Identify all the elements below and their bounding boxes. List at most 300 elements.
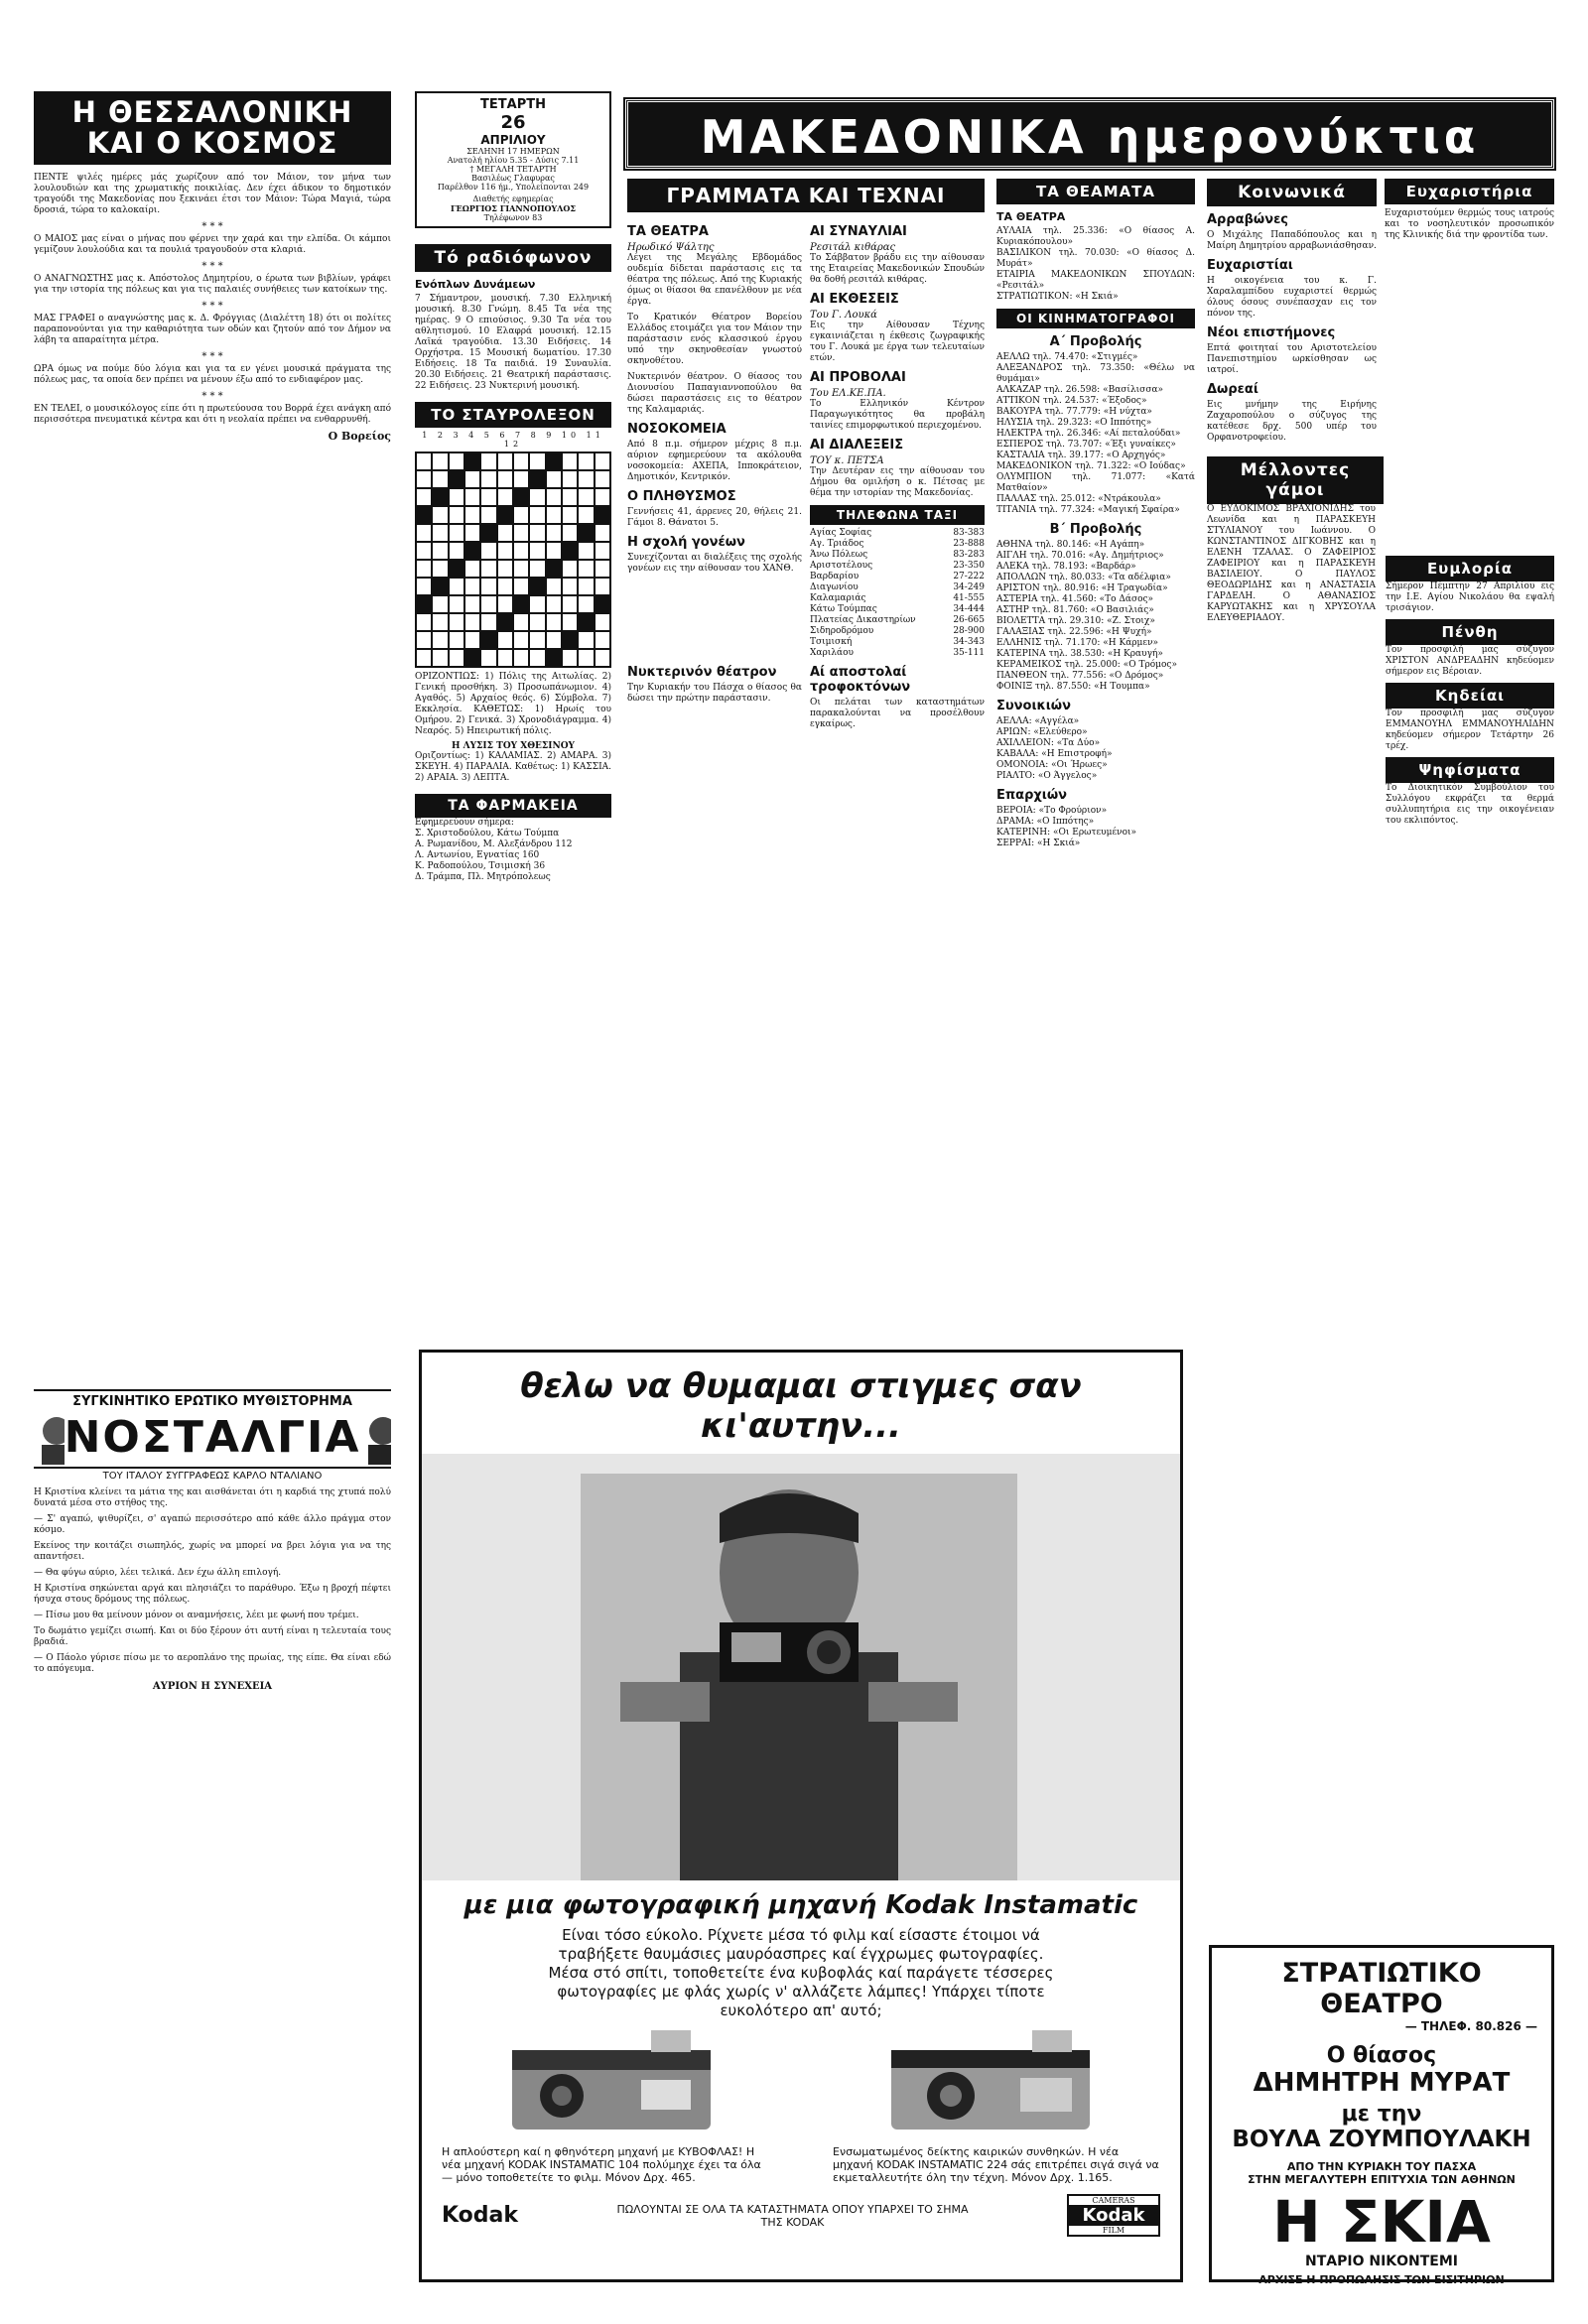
crossword-cell bbox=[432, 470, 448, 488]
crossword-cell bbox=[513, 524, 529, 542]
crossword-cell bbox=[432, 613, 448, 631]
hospital-text: Από 8 π.μ. σήμερον μέχρις 8 π.μ. αύριον εφημερεύουν τα ακόλουθα νοσοκομεία: ΑΧΕΠΑ, Ιπποκράτειον, Δημοτικόν, Κεντρικόν. bbox=[627, 440, 802, 482]
separator-stars: * * * bbox=[201, 301, 223, 312]
pharmacies-header bbox=[415, 794, 611, 818]
theatre-ad-title: ΣΤΡΑΤΙΩΤΙΚΟ ΘΕΑΤΡΟ bbox=[1281, 1958, 1482, 2019]
crossword-cell bbox=[529, 631, 545, 649]
crossword-cell bbox=[513, 452, 529, 470]
pharmacy-line: Εφημερεύουν σήμερα: bbox=[415, 818, 514, 828]
crossword-cell bbox=[578, 649, 594, 667]
crossword-cell bbox=[546, 488, 562, 506]
cinema-listing: ΜΑΚΕΔΟΝΙΚΟΝ τηλ. 71.322: «Ο Ιούδας» bbox=[996, 461, 1186, 471]
crossword-cell bbox=[578, 578, 594, 595]
crossword-cell bbox=[416, 631, 432, 649]
phone-row bbox=[810, 615, 985, 626]
crossword-cell bbox=[480, 578, 496, 595]
crossword-cell bbox=[497, 470, 513, 488]
theatre-ad-costar: ΒΟΥΛΑ ΖΟΥΜΠΟΥΛΑΚΗ bbox=[1232, 2127, 1531, 2152]
thanks-header-text: Ευχαριστήρια bbox=[1405, 183, 1533, 200]
novel-footer: ΑΥΡΙΟΝ Η ΣΥΝΕΧΕΙΑ bbox=[152, 1681, 273, 1692]
crossword-cell bbox=[464, 649, 480, 667]
hospital-title: ΝΟΣΟΚΟΜΕΙΑ bbox=[627, 422, 727, 437]
camera-104-icon bbox=[502, 2030, 721, 2139]
crossword-cell bbox=[416, 452, 432, 470]
paragraph: ΜΑΣ ΓΡΑΦΕΙ ο αναγνώστης μας κ. Δ. Φρόγγιας (Διαλέττη 18) ότι οι πολίτες παραπονούνται για την καθαριότητα των οδών και ζητούν από τον Δήμον να λάβη τα απαραίτητα μέτρα. bbox=[34, 314, 391, 345]
theatre-ad-from: ΑΠΟ ΤΗΝ ΚΥΡΙΑΚΗ ΤΟΥ ΠΑΣΧΑ bbox=[1286, 2160, 1477, 2173]
crossword-cell bbox=[480, 506, 496, 524]
separator-stars: * * * bbox=[201, 221, 223, 232]
cinema-listing: ΒΑΚΟΥΡΑ τηλ. 77.779: «Η νύχτα» bbox=[996, 407, 1152, 417]
crossword-cell bbox=[432, 452, 448, 470]
social-column bbox=[1207, 179, 1554, 826]
crossword-cell bbox=[595, 649, 610, 667]
crossword-cell bbox=[529, 560, 545, 578]
donations-text: Εις μνήμην της Ειρήνης Ζαχαροπούλου ο σύζυγος της κατέθεσε δρχ. 500 υπέρ του Ορφανοτροφείου. bbox=[1207, 400, 1377, 443]
donations-title: Δωρεαί bbox=[1207, 382, 1258, 397]
crossword-cell bbox=[480, 595, 496, 613]
crossword-cell bbox=[497, 506, 513, 524]
projections-sub: Του ΕΛ.ΚΕ.ΠΑ. bbox=[810, 388, 886, 399]
crossword-cell bbox=[562, 452, 578, 470]
novel-paragraph: Η Κριστίνα κλείνει τα μάτια της και αισθάνεται ότι η καρδιά της χτυπά πολύ δυνατά μέσα στο στήθος της. bbox=[34, 1487, 391, 1508]
info-column bbox=[415, 0, 611, 883]
phone-area: Βαρδαρίου bbox=[810, 572, 860, 581]
concerts-text: Το Σάββατον βράδυ εις την αίθουσαν της Εταιρείας Μακεδονικών Σπουδών θα δοθή ρεσιτάλ κιθάρας. bbox=[810, 253, 985, 285]
crossword-cell bbox=[497, 649, 513, 667]
crossword-cell bbox=[464, 578, 480, 595]
votes-header bbox=[1386, 757, 1554, 783]
crossword-cell bbox=[529, 578, 545, 595]
crossword-cell bbox=[578, 506, 594, 524]
crossword-cell bbox=[578, 542, 594, 560]
votes-header-text: Ψηφίσματα bbox=[1418, 761, 1522, 779]
crossword-numbers: 1 2 3 4 5 6 7 8 9 10 11 12 bbox=[422, 431, 604, 449]
phone-row bbox=[810, 593, 985, 604]
arts-right bbox=[810, 218, 985, 659]
kodak-captions bbox=[422, 2139, 1180, 2190]
date-weekday: ΤΕΤΑΡΤΗ bbox=[480, 97, 546, 112]
phone-row bbox=[810, 539, 985, 550]
phone-area: Καλαμαριάς bbox=[810, 593, 866, 603]
kodak-subhead: με μια φωτογραφική μηχανή Kodak Instamatic bbox=[463, 1890, 1138, 1920]
crossword-cell bbox=[595, 631, 610, 649]
expo-text: Εις την Αίθουσαν Τέχνης εγκαινιάζεται η έκθεσις ζωγραφικής του Γ. Λουκά με έργα των τελευταίων ετών. bbox=[810, 321, 985, 363]
pharmacy-line: Λ. Αντωνίου, Εγνατίας 160 bbox=[415, 850, 540, 860]
crossword-cell bbox=[497, 595, 513, 613]
cinema-listing: ΚΑΣΤΑΛΙΑ τηλ. 39.177: «Ο Αρχηγός» bbox=[996, 451, 1166, 460]
crossword-cell bbox=[595, 488, 610, 506]
date-month: ΑΠΡΙΛΙΟΥ bbox=[480, 133, 546, 147]
crossword-cell bbox=[480, 560, 496, 578]
night-theatre-text: Την Κυριακήν του Πάσχα ο θίασος θα δώσει την πρώτην παράστασιν. bbox=[627, 683, 802, 704]
crossword-cell bbox=[432, 560, 448, 578]
crossword-cell bbox=[546, 649, 562, 667]
thanks-header bbox=[1385, 179, 1554, 204]
crossword-cell bbox=[562, 631, 578, 649]
crossword-cell bbox=[449, 524, 464, 542]
social-left bbox=[1207, 179, 1377, 449]
cinema-listing: ΕΛΛΗΝΙΣ τηλ. 71.170: «Η Κάρμεν» bbox=[996, 638, 1159, 648]
logo-top: CAMERAS bbox=[1092, 2196, 1135, 2205]
crossword-cell bbox=[562, 613, 578, 631]
paragraph: Ο ΜΑΙΟΣ μας είναι ο μήνας που φέρνει την χαρά και την ελπίδα. Οι κάμποι γεμίζουν λουλούδια και τα πουλιά τραγουδούν στα κλαριά. bbox=[34, 234, 391, 255]
pharmacy-line: Α. Ρωμανίδου, Μ. Αλεξάνδρου 112 bbox=[415, 839, 573, 849]
cinema-listing: ΑΤΤΙΚΟΝ τηλ. 24.537: «Έξοδος» bbox=[996, 396, 1147, 406]
crossword-cell bbox=[578, 560, 594, 578]
theatre-ad-lead: ΔΗΜΗΤΡΗ ΜΥΡΑΤ bbox=[1253, 2068, 1511, 2098]
cinema-listing: ΚΑΤΕΡΙΝΗ: «Οι Ερωτευμένοι» bbox=[996, 828, 1137, 838]
crossword-cell bbox=[416, 578, 432, 595]
crossword-cell bbox=[480, 649, 496, 667]
provinces-list bbox=[996, 806, 1195, 849]
crossword-cell bbox=[464, 470, 480, 488]
phone-row bbox=[810, 604, 985, 615]
paragraph: Νυκτερινόν θέατρον. Ο θίασος του Διονυσίου Παπαγιαννοπούλου θα δώσει παραστάσεις εις το θέατρον της Καλαμαριάς. bbox=[627, 372, 802, 415]
phone-number: 41-555 bbox=[953, 593, 985, 603]
cinema-listing: ΑΘΗΝΑ τηλ. 80.146: «Η Αγάπη» bbox=[996, 540, 1145, 550]
crossword-cell bbox=[595, 578, 610, 595]
crossword-cell bbox=[449, 649, 464, 667]
funerals-text: Τον προσφιλή μας σύζυγον ΕΜΜΑΝΟΥΗΛ ΕΜΜΑΝΟΥΗΛΙΔΗΝ κηδεύομεν σήμερον Τετάρτην 26 τρέχ. bbox=[1386, 709, 1554, 751]
crossword-cell bbox=[497, 560, 513, 578]
cinema-listing: ΑΠΟΛΛΩΝ τηλ. 80.033: «Τα αδέλφια» bbox=[996, 573, 1171, 582]
office-title: Διαθετής εφημερίας bbox=[472, 194, 554, 203]
cinema-listing: ΑΕΛΛΑ: «Αγγέλα» bbox=[996, 716, 1080, 726]
crossword-cell bbox=[416, 488, 432, 506]
social-right-lower bbox=[1386, 556, 1554, 832]
kodak-headline: θελω να θυμαμαι στιγμες σαν κι'αυτην... bbox=[520, 1366, 1082, 1446]
kodak-body: Είναι τόσο εύκολο. Ρίχνετε μέσα τό φιλμ καί είσαστε έτοιμοι νά τραβήξετε θαυμάσιες μαυρόασπρες καί έγχρωμες φωτογραφίες. Μέσα στό σπίτι, τοποθετείτε ένα κυβοφλάς καί παράγετε τέσσερες φωτογραφίες με φλάς χωρίς ν' αλλάζετε λάμπες! Υπάρχει τίποτε ευκολότερο απ' αυτό; bbox=[548, 1926, 1054, 2019]
crossword-cell bbox=[432, 542, 448, 560]
phone-number: 27-222 bbox=[953, 572, 985, 581]
concerts-sub: Ρεσιτάλ κιθάρας bbox=[810, 242, 896, 253]
thanks-text: Η οικογένεια του κ. Γ. Χαραλαμπίδου ευχαριστεί θερμώς όλους όσους συνέπασχαν εις τον πόνον της. bbox=[1207, 276, 1377, 319]
mourning-header bbox=[1386, 619, 1554, 645]
weddings-header-text: Μέλλοντες γάμοι bbox=[1240, 460, 1351, 500]
crossword-cell bbox=[595, 595, 610, 613]
novel-title-row bbox=[34, 1409, 391, 1469]
crossword-cell bbox=[546, 506, 562, 524]
crossword-cell bbox=[529, 524, 545, 542]
caption-right: Ενσωματωμένος δείκτης καιρικών συνθηκών. Η νέα μηχανή KODAK INSTAMATIC 224 σάς επιτρέπει σιγά σιγά να εκμεταλλευτήτε όλη την τέχνη. Μόνον Δρχ. 1.165. bbox=[833, 2145, 1159, 2184]
crossword-cell bbox=[449, 506, 464, 524]
memorial-header-text: Ευμλορία bbox=[1426, 560, 1514, 578]
crossword-cell bbox=[513, 560, 529, 578]
crossword-cell bbox=[546, 452, 562, 470]
theatre-listing: ΑΥΛΑΙΑ τηλ. 25.336: «Ο θίασος Α. Κυριακόπουλου» bbox=[996, 226, 1195, 247]
crossword-cell bbox=[546, 470, 562, 488]
cinema-header bbox=[996, 309, 1195, 328]
phone-number: 83-283 bbox=[953, 550, 985, 560]
crossword-cell bbox=[480, 452, 496, 470]
paragraph: Ο ΑΝΑΓΝΩΣΤΗΣ μας κ. Απόστολος Δημητρίου, ο έρωτα των βιβλίων, γράφει για την ιστορία της πόλεως και για τις παλαιές συνήθειες των κατοίκων της. bbox=[34, 274, 391, 295]
novel-block bbox=[34, 1389, 391, 1692]
crossword-cell bbox=[416, 470, 432, 488]
cinema-listing: ΟΛΥΜΠΙΟΝ τηλ. 71.077: «Κατά Ματθαίον» bbox=[996, 472, 1195, 493]
crossword-cell bbox=[562, 524, 578, 542]
suburbs-list bbox=[996, 716, 1195, 782]
theatres-label: ΤΑ ΘΕΑΤΡΑ bbox=[996, 210, 1066, 223]
crossword-cell bbox=[513, 649, 529, 667]
novel-paragraph: Το δωμάτιο γεμίζει σιωπή. Και οι δύο ξέρουν ότι αυτή είναι η τελευταία τους βραδιά. bbox=[34, 1626, 391, 1647]
crossword-cell bbox=[546, 542, 562, 560]
funerals-header-text: Κηδείαι bbox=[1435, 687, 1505, 705]
office-name: ΓΕΩΡΓΙΟΣ ΓΙΑΝΝΟΠΟΥΛΟΣ bbox=[450, 203, 577, 213]
phone-area: Κάτω Τούμπας bbox=[810, 604, 877, 614]
phone-area: Αριστοτέλους bbox=[810, 561, 873, 571]
crossword-solution-title: Η ΛΥΣΙΣ ΤΟΥ ΧΘΕΣΙΝΟΥ bbox=[452, 741, 575, 751]
crossword-cell bbox=[497, 524, 513, 542]
date-line: Ανατολή ηλίου 5.35 - Δύσις 7.11 bbox=[447, 156, 580, 165]
separator-stars: * * * bbox=[201, 351, 223, 362]
radio-header-text: Τό ραδιόφωνον bbox=[434, 248, 593, 268]
crossword-cell bbox=[546, 595, 562, 613]
kodak-brand: Kodak bbox=[442, 2203, 518, 2228]
phone-area: Τσιμισκή bbox=[810, 637, 853, 647]
crossword-cell bbox=[529, 488, 545, 506]
crossword-cell bbox=[432, 649, 448, 667]
masthead bbox=[625, 99, 1554, 169]
phone-area: Πλατείας Δικαστηρίων bbox=[810, 615, 916, 625]
theatre-ad-play: Η ΣΚΙΑ bbox=[1272, 2188, 1491, 2256]
phone-number: 83-383 bbox=[953, 528, 985, 538]
crossword-cell bbox=[595, 506, 610, 524]
arts-bottom-right bbox=[810, 659, 985, 735]
phones-header-text: ΤΗΛΕΦΩΝΑ ΤΑΞΙ bbox=[836, 508, 959, 522]
cinema-listing: ΕΣΠΕΡΟΣ τηλ. 73.707: «Έξι γυναίκες» bbox=[996, 440, 1176, 450]
paragraph: ΕΝ ΤΕΛΕΙ, ο μουσικόλογος είπε ότι η πρωτεύουσα του Βορρά έχει ανάγκη από περισσότερα πνευματικά κέντρα και ότι η νεολαία πρέπει να ενθαρρυνθή. bbox=[34, 404, 391, 425]
pharmacy-line: Κ. Ραδοπούλου, Τσιμισκή 36 bbox=[415, 861, 546, 871]
theatre-title: ΤΑ ΘΕΑΤΡΑ bbox=[627, 224, 709, 239]
cinema-listing: ΑΛΕΚΑ τηλ. 78.193: «Βαρδάρ» bbox=[996, 562, 1136, 572]
crossword-cell bbox=[464, 595, 480, 613]
radio-schedule: 7 Σήμαντρον, μουσική. 7.30 Ελληνική μουσική. 8.30 Γνώμη. 8.45 Τα νέα της ημέρας. 9 Ο επιούσιος. 9.30 Τα νέα του αθλητισμού. 10 Ελαφρά μουσική. 12.15 Λαϊκά τραγούδια. 13.30 Ειδήσεις. 14 Ορχήστρα. 15 Μουσική δωματίου. 17.30 Ειδήσεις. 18 Τα παιδιά. 19 Συναυλία. 20.30 Ειδήσεις. 21 Θεατρική παράστασις. 22 Ειδήσεις. 23 Νυκτερινή μουσική. bbox=[415, 294, 611, 391]
crossword-cell bbox=[529, 613, 545, 631]
paragraph: Το Κρατικόν Θέατρον Βορείου Ελλάδος ετοιμάζει για τον Μάιον την παράστασιν ενός κλασσικού έργου υπό την σκηνοθεσίαν γνωστού σκηνοθέτου. bbox=[627, 313, 802, 366]
pharmacies-header-text: ΤΑ ΦΑΡΜΑΚΕΙΑ bbox=[448, 798, 579, 814]
provinces-label: Επαρχιών bbox=[996, 788, 1068, 803]
novel-kicker: ΣΥΓΚΙΝΗΤΙΚΟ ΕΡΩΤΙΚΟ ΜΥΘΙΣΤΟΡΗΜΑ bbox=[34, 1389, 391, 1409]
theatre-ad-presale: ΑΡΧΙΣΕ Η ΠΡΟΠΩΛΗΣΙΣ ΤΩΝ ΕΙΣΙΤΗΡΙΩΝ bbox=[1258, 2273, 1505, 2286]
first-run-label: Α΄ Προβολής bbox=[1049, 334, 1142, 349]
cinema-listing: ΒΕΡΟΙΑ: «Το Φρούριον» bbox=[996, 806, 1108, 816]
phone-area: Διαγωνίου bbox=[810, 582, 859, 592]
social-header-text: Κοινωνικά bbox=[1238, 183, 1346, 202]
arts-header bbox=[627, 179, 985, 212]
crossword-cell bbox=[432, 524, 448, 542]
crossword-cell bbox=[562, 649, 578, 667]
paragraph: ΠΕΝΤΕ ψιλές ημέρες μάς χωρίζουν από τον Μάιον, τον μήνα των λουλουδιών και της χρωματικής ποικιλίας. Δεν έχει άδικον το δημοτικόν τραγούδι της Μακεδονίας που ξεκινάει έτσι τον Μάιον: Τώρα Μαγιά, τώρα δροσιά, τώρα το καλοκαίρι. bbox=[34, 173, 391, 215]
crossword-cell bbox=[464, 560, 480, 578]
first-run-list bbox=[996, 352, 1195, 516]
crossword-cell bbox=[449, 613, 464, 631]
mourning-header-text: Πένθη bbox=[1441, 623, 1499, 641]
theatre-ad-author: ΝΤΑΡΙΟ ΝΙΚΟΝΤΕΜΙ bbox=[1305, 2254, 1458, 2269]
arts-left bbox=[627, 218, 802, 659]
phone-number: 34-444 bbox=[953, 604, 985, 614]
date-line: Βασιλέως Γλαφυρας bbox=[471, 174, 555, 183]
crossword-cell bbox=[513, 470, 529, 488]
novel-author: ΤΟΥ ΙΤΑΛΟΥ ΣΥΓΓΡΑΦΕΩΣ ΚΑΡΛΟ ΝΤΑΛΙΑΝΟ bbox=[102, 1471, 323, 1482]
theatre-sub: Ηρωδικό Ψάλτης bbox=[627, 242, 715, 253]
radio-header bbox=[415, 244, 611, 272]
crossword-cell bbox=[449, 488, 464, 506]
shows-header bbox=[996, 179, 1195, 204]
crossword-cell bbox=[529, 595, 545, 613]
cinema-listing: ΓΑΛΑΞΙΑΣ τηλ. 22.596: «Η Ψυχή» bbox=[996, 627, 1152, 637]
crossword-cell bbox=[449, 542, 464, 560]
crossword-cell bbox=[546, 524, 562, 542]
cinema-listing: ΚΕΡΑΜΕΙΚΟΣ τηλ. 25.000: «Ο Τρόμος» bbox=[996, 660, 1177, 670]
phone-number: 34-343 bbox=[953, 637, 985, 647]
crossword-cell bbox=[562, 578, 578, 595]
votes-text: Το Διοικητικόν Συμβούλιον του Συλλόγου εκφράζει τα θερμά συλλυπητήρια εις την οικογένειαν του εκλιπόντος. bbox=[1386, 783, 1554, 826]
theatre-listing: ΒΑΣΙΛΙΚΟΝ τηλ. 70.030: «Ο θίασος Δ. Μυράτ» bbox=[996, 248, 1195, 269]
phones-header bbox=[810, 505, 985, 525]
crossword-cell bbox=[546, 631, 562, 649]
night-theatre-title: Νυκτερινόν θέατρον bbox=[627, 665, 777, 680]
kodak-footer-row bbox=[422, 2190, 1180, 2241]
theatre-listing: ΕΤΑΙΡΙΑ ΜΑΚΕΔΟΝΙΚΩΝ ΣΠΟΥΔΩΝ: «Ρεσιτάλ» bbox=[996, 270, 1195, 291]
cinema-listing: ΚΑΤΕΡΙΝΑ τηλ. 38.530: «Η Κραυγή» bbox=[996, 649, 1163, 659]
weddings-text: Ο ΕΥΔΟΚΙΜΟΣ ΒΡΑΧΙΟΝΙΔΗΣ του Λεωνίδα και η ΠΑΡΑΣΚΕΥΗ ΣΤΥΛΙΑΝΟΥ του Ιωάννου. Ο ΚΩΝΣΤΑΝΤΙΝΟΣ ΔΙΓΚΟΒΗΣ και η ΕΛΕΝΗ ΤΖΑΛΑΣ. Ο ΖΑΦΕΙΡΙΟΣ ΖΑΦΕΙΡΙΟΥ και η ΠΑΡΑΣΚΕΥΗ ΒΑΣΙΛΕΙΟΥ. Ο ΠΑΥΛΟΣ ΘΕΟΔΩΡΙΔΗΣ και η ΑΝΑΣΤΑΣΙΑ ΓΑΡΔΕΛΗ. Ο ΑΘΑΝΑΣΙΟΣ ΚΑΡΥΩΤΑΚΗΣ και η ΧΡΥΣΟΥΛΑ ΕΛΕΥΘΕΡΙΑΔΟΥ. bbox=[1207, 504, 1376, 623]
phone-area: Χαριλάου bbox=[810, 648, 854, 658]
crossword-cell bbox=[513, 631, 529, 649]
novel-paragraph: Η Κριστίνα σηκώνεται αργά και πλησιάζει το παράθυρο. Έξω η βροχή πέφτει ήσυχα στους δρόμους της πόλεως. bbox=[34, 1584, 391, 1605]
crossword-cell bbox=[464, 452, 480, 470]
memorial-header bbox=[1386, 556, 1554, 581]
crossword-cell bbox=[546, 613, 562, 631]
crossword-cell bbox=[595, 524, 610, 542]
crossword-cell bbox=[595, 560, 610, 578]
phone-row bbox=[810, 572, 985, 582]
expo-title: ΑΙ ΕΚΘΕΣΕΙΣ bbox=[810, 292, 899, 307]
arts-column bbox=[627, 179, 985, 735]
masthead-title: ΜΑΚΕΔΟΝΙΚΑ ημερονύκτια bbox=[700, 110, 1480, 164]
crossword-cell bbox=[432, 488, 448, 506]
arts-bottom-left bbox=[627, 659, 802, 735]
cinema-listing: ΠΑΝΘΕΟΝ τηλ. 77.556: «Ο Δρόμος» bbox=[996, 671, 1164, 681]
cinema-listing: ΑΛΕΞΑΝΔΡΟΣ τηλ. 73.350: «Θέλω να θυμάμαι» bbox=[996, 363, 1195, 384]
crossword-cell bbox=[480, 470, 496, 488]
crossword-cell bbox=[497, 542, 513, 560]
cinema-listing: ΔΡΑΜΑ: «Ο Ιππότης» bbox=[996, 817, 1095, 827]
crossword-cell bbox=[578, 524, 594, 542]
cinema-listing: ΡΙΑΛΤΟ: «Ο Άγγελος» bbox=[996, 771, 1098, 781]
phone-area: Αγίας Σοφίας bbox=[810, 528, 872, 538]
cinema-header-text: ΟΙ ΚΙΝΗΜΑΤΟΓΡΑΦΟΙ bbox=[1016, 312, 1175, 325]
date-line: ΣΕΛΗΝΗ 17 ΗΜΕΡΩΝ bbox=[466, 147, 560, 156]
population-title: Ο ΠΛΗΘΥΣΜΟΣ bbox=[627, 489, 736, 504]
cinema-listing: ΑΙΓΛΗ τηλ. 70.016: «Αγ. Δημήτριος» bbox=[996, 551, 1164, 561]
man-portrait-icon bbox=[360, 1409, 391, 1467]
funerals-header bbox=[1386, 683, 1554, 709]
crossword-cell bbox=[595, 542, 610, 560]
date-day: 26 bbox=[500, 112, 526, 133]
crossword-cell bbox=[480, 542, 496, 560]
logo-brand: Kodak bbox=[1069, 2205, 1158, 2226]
phone-number: 34-249 bbox=[953, 582, 985, 592]
crossword-header-text: ΤΟ ΣΤΑΥΡΟΛΕΞΟΝ bbox=[431, 406, 596, 424]
crossword-cell bbox=[480, 524, 496, 542]
crossword-cell bbox=[449, 578, 464, 595]
cinema-listing: ΑΡΙΣΤΟΝ τηλ. 80.916: «Η Τραγωδία» bbox=[996, 583, 1168, 593]
phone-number: 28-900 bbox=[953, 626, 985, 636]
lectures-title: ΑΙ ΔΙΑΛΕΞΕΙΣ bbox=[810, 438, 904, 452]
novel-paragraph: Εκείνος την κοιτάζει σιωπηλός, χωρίς να μπορεί να βρει λόγια για να της απαντήσει. bbox=[34, 1541, 391, 1562]
novel-body bbox=[34, 1487, 391, 1692]
phone-number: 26-665 bbox=[953, 615, 985, 625]
phone-area: Αγ. Τριάδος bbox=[810, 539, 864, 549]
social-top bbox=[1207, 179, 1554, 449]
novel-title: ΝΟΣΤΑΛΓΙΑ bbox=[64, 1412, 361, 1463]
crossword-cell bbox=[480, 613, 496, 631]
thanks-title: Ευχαριστίαι bbox=[1207, 258, 1293, 273]
concerts-title: ΑΙ ΣΥΝΑΥΛΙΑΙ bbox=[810, 224, 907, 239]
crossword-cell bbox=[562, 488, 578, 506]
crossword-cell bbox=[449, 631, 464, 649]
cinema-listing: ΒΙΟΛΕΤΤΑ τηλ. 29.310: «Ζ. Στοιχ» bbox=[996, 616, 1155, 626]
crossword-cell bbox=[578, 631, 594, 649]
cinema-listing: ΑΛΚΑΖΑΡ τηλ. 26.598: «Βασίλισσα» bbox=[996, 385, 1164, 395]
phone-row bbox=[810, 528, 985, 539]
theatre-ad-with: με την bbox=[1341, 2102, 1422, 2127]
novel-paragraph: — Σ' αγαπώ, ψιθυρίζει, σ' αγαπώ περισσότερο από κάθε άλλο πράγμα στον κόσμο. bbox=[34, 1514, 391, 1535]
date-line: Παρέλθον 116 ήμ., Υπολείπονται 249 bbox=[437, 183, 590, 192]
crossword-cell bbox=[416, 506, 432, 524]
crossword-cell bbox=[497, 488, 513, 506]
crossword-cell bbox=[480, 488, 496, 506]
mission-title: Αί αποστολαί τροφοκτόνων bbox=[810, 665, 911, 695]
crossword-cell bbox=[562, 470, 578, 488]
date-line: † ΜΕΓΑΛΗ ΤΕΤΑΡΤΗ bbox=[469, 165, 557, 174]
expo-sub: Του Γ. Λουκά bbox=[810, 310, 877, 321]
office-tel: Τηλέφωνον 83 bbox=[483, 213, 543, 222]
crossword-cell bbox=[497, 613, 513, 631]
separator-stars: * * * bbox=[201, 391, 223, 402]
crossword-cell bbox=[464, 488, 480, 506]
phone-row bbox=[810, 637, 985, 648]
theatre-ad-troupe: Ο θίασος bbox=[1326, 2043, 1437, 2068]
crossword-cell bbox=[513, 506, 529, 524]
crossword-cell bbox=[578, 613, 594, 631]
crossword-cell bbox=[513, 578, 529, 595]
projections-title: ΑΙ ΠΡΟΒΟΛΑΙ bbox=[810, 370, 906, 385]
lectures-text: Την Δευτέραν εις την αίθουσαν του Δήμου θα ομιλήση ο κ. Πέτσας με θέμα την ιστορίαν της Μακεδονίας. bbox=[810, 466, 985, 498]
cinema-listing: ΟΜΟΝΟΙΑ: «Οι Ήρωες» bbox=[996, 760, 1108, 770]
novel-paragraph: — Ο Πάολο γύρισε πίσω με το αεροπλάνο της πρωίας, της είπε. Θα είναι εδώ το απόγευμα. bbox=[34, 1653, 391, 1674]
crossword-cell bbox=[449, 595, 464, 613]
cinema-listing: ΑΡΙΩΝ: «Ελεύθερο» bbox=[996, 727, 1088, 737]
crossword-cell bbox=[595, 452, 610, 470]
betrothals-text: Ο Μιχάλης Παπαδόπουλος και η Μαίρη Δημητρίου αρραβωνιάσθησαν. bbox=[1207, 230, 1377, 251]
second-run-label: Β΄ Προβολής bbox=[1049, 522, 1142, 537]
lectures-sub: ΤΟΥ κ. ΠΕΤΣΑ bbox=[810, 455, 884, 466]
crossword-cell bbox=[529, 452, 545, 470]
crossword-cell bbox=[562, 542, 578, 560]
crossword-cell bbox=[464, 542, 480, 560]
betrothals-title: Αρραβώνες bbox=[1207, 212, 1289, 227]
mourning-text: Τον προσφιλή μας σύζυγον ΧΡΙΣΤΟΝ ΑΝΔΡΕΑΔΗΝ κηδεύομεν σήμερον εις Βέροιαν. bbox=[1386, 645, 1554, 677]
kodak-footer: ΠΩΛΟΥΝΤΑΙ ΣΕ ΟΛΑ ΤΑ ΚΑΤΑΣΤΗΜΑΤΑ ΟΠΟΥ ΥΠΑΡΧΕΙ ΤΟ ΣΗΜΑ ΤΗΣ KODAK bbox=[616, 2202, 969, 2229]
shows-header-text: ΤΑ ΘΕΑΜΑΤΑ bbox=[1035, 183, 1156, 200]
paragraph: Λέγει της Μεγάλης Εβδομάδος ουδεμία δίδεται παράστασις εις τα θέατρα της πόλεως. Από της Κυριακής όμως οι θίασοι θα επανέλθουν με νέα έργα. bbox=[627, 253, 802, 307]
crossword-clues: ΟΡΙΖΟΝΤΙΩΣ: 1) Πόλις της Αιτωλίας. 2) Γενική προσθήκη. 3) Προσωπάνωμιον. 4) Αγαθός. 5) Αρχαίος θεός. 6) Σύμβολα. 7) Εκκλησία. ΚΑΘΕΤΩΣ: 1) Ηρωίς του Ομήρου. 2) Γενικά. 3) Χρονοδιάγραμμα. 4) Νεαρός. 5) Ηπειρωτική πόλις. bbox=[415, 672, 611, 736]
phone-row bbox=[810, 582, 985, 593]
man-with-camera-photo bbox=[422, 1454, 1180, 1880]
separator-stars: * * * bbox=[201, 261, 223, 272]
phone-area: Σιδηροδρόμου bbox=[810, 626, 874, 636]
